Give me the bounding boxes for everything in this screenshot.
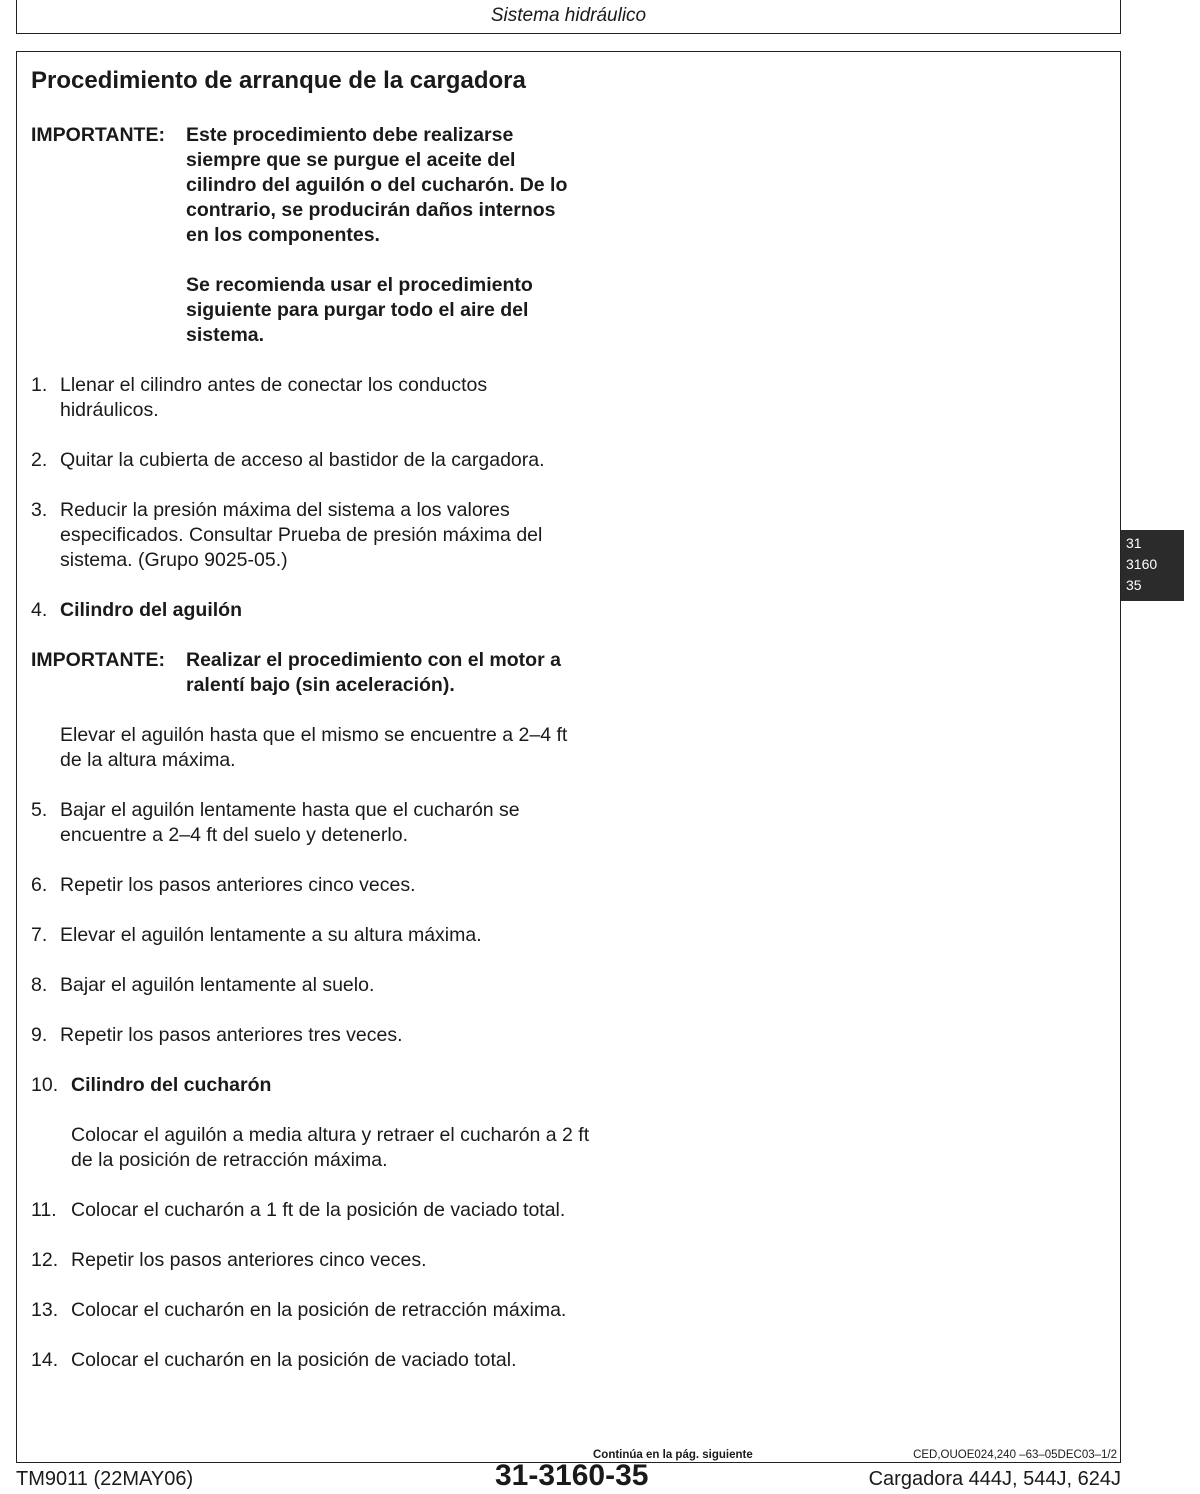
boom-paragraph: Elevar el aguilón hasta que el mismo se encuentre a 2–4 ft de la altura máxima.	[60, 724, 568, 771]
step-number: 8.	[31, 974, 48, 996]
step-1	[31, 373, 591, 423]
footer-model: Cargadora 444J, 544J, 624J	[868, 1468, 1121, 1490]
important-text-2: Se recomienda usar el procedimiento siguiente para purgar todo el aire del sistema.	[186, 274, 533, 346]
step-number: 14.	[31, 1349, 59, 1371]
step-number: 9.	[31, 1024, 48, 1046]
procedure-content	[31, 66, 591, 1398]
continues-note: Continúa en la pág. siguiente	[593, 1449, 753, 1461]
step-text: Colocar el cucharón en la posición de retracción máxima.	[71, 1299, 567, 1321]
important-body	[186, 648, 581, 698]
step-number: 7.	[31, 924, 48, 946]
step-6	[31, 873, 591, 898]
document-code: CED,OUOE024,240 –63–05DEC03–1/2	[913, 1449, 1117, 1461]
step-number: 11.	[31, 1199, 57, 1221]
step-text: Reducir la presión máxima del sistema a los valores especificados. Consultar Prueba de presión máxima del sistema. (Grupo 9025-05.)	[60, 499, 543, 571]
important-note-1	[31, 123, 591, 348]
step-text: Repetir los pasos anteriores cinco veces.	[71, 1249, 427, 1271]
step-2	[31, 448, 591, 473]
step-text: Colocar el cucharón en la posición de vaciado total.	[71, 1349, 517, 1371]
step-number: 12.	[31, 1249, 59, 1271]
step-5	[31, 798, 591, 848]
step-13	[31, 1298, 591, 1323]
step-number: 2.	[31, 449, 48, 471]
step-number: 5.	[31, 799, 48, 821]
footer-page-number: 31-3160-35	[495, 1459, 649, 1492]
important-body	[186, 123, 581, 348]
step-10	[31, 1073, 591, 1098]
header-title: Sistema hidráulico	[490, 5, 647, 26]
step-text: Elevar el aguilón lentamente a su altura máxima.	[60, 924, 482, 946]
step-text: Quitar la cubierta de acceso al bastidor de la cargadora.	[60, 449, 545, 471]
step-number: 13.	[31, 1299, 59, 1321]
step-text: Repetir los pasos anteriores tres veces.	[60, 1024, 403, 1046]
step-number: 3.	[31, 499, 48, 521]
step-7	[31, 923, 591, 948]
tab-line-3: 35	[1126, 577, 1142, 593]
footer-manual-id: TM9011 (22MAY06)	[16, 1468, 194, 1490]
step-11	[31, 1198, 591, 1223]
bucket-paragraph: Colocar el aguilón a media altura y retraer el cucharón a 2 ft de la posición de retracción máxima.	[71, 1124, 590, 1171]
step-text: Bajar el aguilón lentamente al suelo.	[60, 974, 375, 996]
step-text: Repetir los pasos anteriores cinco veces.	[60, 874, 416, 896]
step-3	[31, 498, 591, 573]
step-12	[31, 1248, 591, 1273]
step-8	[31, 973, 591, 998]
step-number: 10.	[31, 1074, 59, 1096]
step-9	[31, 1023, 591, 1048]
step-number: 1.	[31, 374, 48, 396]
step-text: Llenar el cilindro antes de conectar los conductos hidráulicos.	[60, 374, 488, 421]
important-label: IMPORTANTE:	[31, 649, 165, 671]
important-note-2	[31, 648, 591, 698]
step-4	[31, 598, 591, 623]
section-thumb-tab	[1121, 530, 1184, 601]
step-heading: Cilindro del cucharón	[71, 1074, 272, 1096]
step-text: Bajar el aguilón lentamente hasta que el cucharón se encuentre a 2–4 ft del suelo y detenerlo.	[60, 799, 520, 846]
important-label: IMPORTANTE:	[31, 124, 165, 146]
tab-line-1: 31	[1126, 535, 1142, 551]
step-number: 6.	[31, 874, 48, 896]
important-text: Realizar el procedimiento con el motor a ralentí bajo (sin aceleración).	[186, 649, 561, 696]
step-text: Colocar el cucharón a 1 ft de la posición de vaciado total.	[71, 1199, 566, 1221]
important-text-1: Este procedimiento debe realizarse siempre que se purgue el aceite del cilindro del aguilón o del cucharón. De lo contrario, se producirán daños internos en los componentes.	[186, 124, 568, 246]
section-title: Procedimiento de arranque de la cargadora	[31, 67, 526, 94]
step-number: 4.	[31, 599, 48, 621]
tab-line-2: 3160	[1126, 556, 1158, 572]
page-header	[16, 0, 1121, 34]
step-14	[31, 1348, 591, 1373]
step-heading: Cilindro del aguilón	[60, 599, 242, 621]
